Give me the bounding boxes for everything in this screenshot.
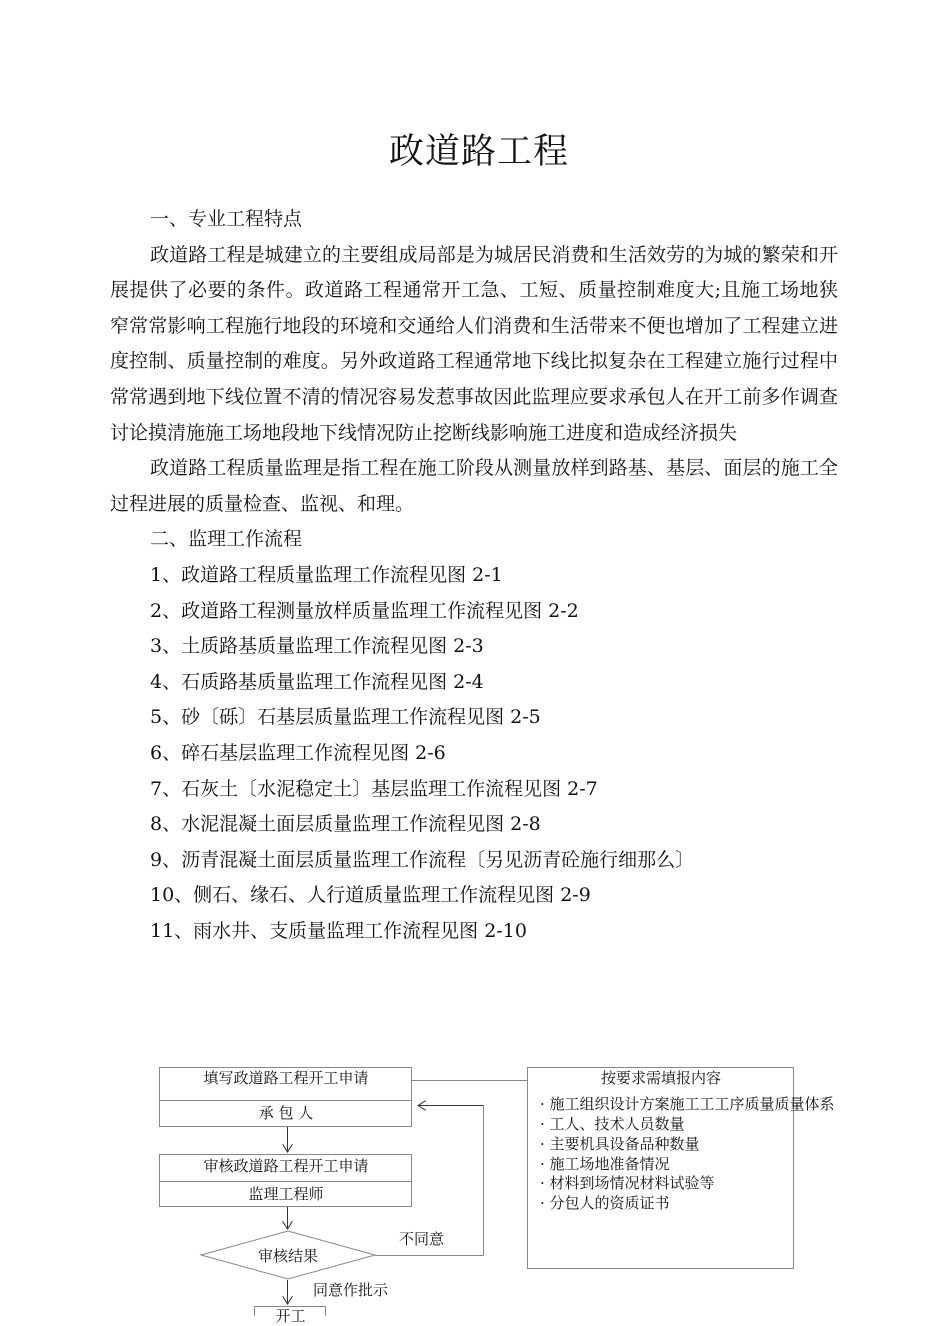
flowchart — [0, 1050, 950, 1325]
document-title: 政道路工程 — [388, 132, 569, 172]
box1-role: 承 包 人 — [258, 1104, 314, 1122]
section-heading-features: 一、专业工程特点 — [150, 208, 303, 230]
side-list-item: · 材料到场情况材料试验等 — [540, 1174, 715, 1192]
list-item: 7、石灰土〔水泥稳定土〕基层监理工作流程见图 2-7 — [150, 777, 598, 800]
list-item: 4、石质路基质量监理工作流程见图 2-4 — [150, 670, 484, 693]
box2-role: 监理工程师 — [248, 1185, 324, 1203]
paragraph-intro: 政道路工程是城建立的主要组成局部是为城居民消费和生活效劳的为城的繁荣和开展提供了必要的条件。政道路工程通常开工急、工短、质量控制难度大;且施工场地狭窄常常影响工程施行地段的环境和交通给人们消费和生活带来不便也增加了工程建立进度控制、质量控制的难度。另外政道路工程通常地下线比拟复杂在工程建立施行过程中常常遇到地下线位置不清的情况容易发惹事故因此监理应要求承包人在开工前多作调查讨论摸清施施工场地段地下线情况防止挖断线影响施工进度和造成经济损失 — [110, 243, 838, 444]
list-item: 2、政道路工程测量放样质量监理工作流程见图 2-2 — [150, 599, 579, 622]
list-item: 3、土质路基质量监理工作流程见图 2-3 — [150, 635, 484, 658]
paragraph-quality: 政道路工程质量监理是指工程在施工阶段从测量放样到路基、基层、面层的施工全过程进展的质量检查、监视、和理。 — [110, 457, 838, 515]
list-item: 9、沥青混凝土面层质量监理工作流程〔另见沥青砼施行细那么〕 — [150, 848, 695, 871]
side-list-item: · 主要机具设备品种数量 — [540, 1135, 700, 1153]
flowchart-lines — [0, 1050, 950, 1316]
list-item: 11、雨水井、支质量监理工作流程见图 2-10 — [150, 919, 527, 942]
side-box-title: 按要求需填报内容 — [600, 1069, 721, 1087]
box1-title: 填写政道路工程开工申请 — [203, 1069, 369, 1087]
side-list-item: · 工人、技术人员数量 — [540, 1115, 685, 1133]
side-list-item: · 分包人的资质证书 — [540, 1194, 670, 1212]
list-item: 8、水泥混凝土面层质量监理工作流程见图 2-8 — [150, 813, 541, 836]
document-body — [110, 202, 838, 949]
box2-title: 审核政道路工程开工申请 — [203, 1157, 369, 1175]
list-item: 5、砂〔砾〕石基层质量监理工作流程见图 2-5 — [150, 706, 541, 729]
list-item: 6、碎石基层监理工作流程见图 2-6 — [150, 741, 446, 764]
agree-label: 同意作批示 — [313, 1281, 389, 1299]
disagree-label: 不同意 — [399, 1230, 445, 1248]
start-label: 开工 — [275, 1307, 306, 1325]
side-list-item: · 施工场地准备情况 — [540, 1155, 670, 1173]
section-heading-workflow: 二、监理工作流程 — [150, 528, 303, 551]
side-list-item: · 施工组织设计方案施工工工序质量质量体系 — [540, 1095, 835, 1113]
list-item: 10、侧石、缘石、人行道质量监理工作流程见图 2-9 — [150, 884, 591, 907]
decision-label: 审核结果 — [257, 1247, 318, 1265]
list-item: 1、政道路工程质量监理工作流程见图 2-1 — [150, 563, 503, 586]
